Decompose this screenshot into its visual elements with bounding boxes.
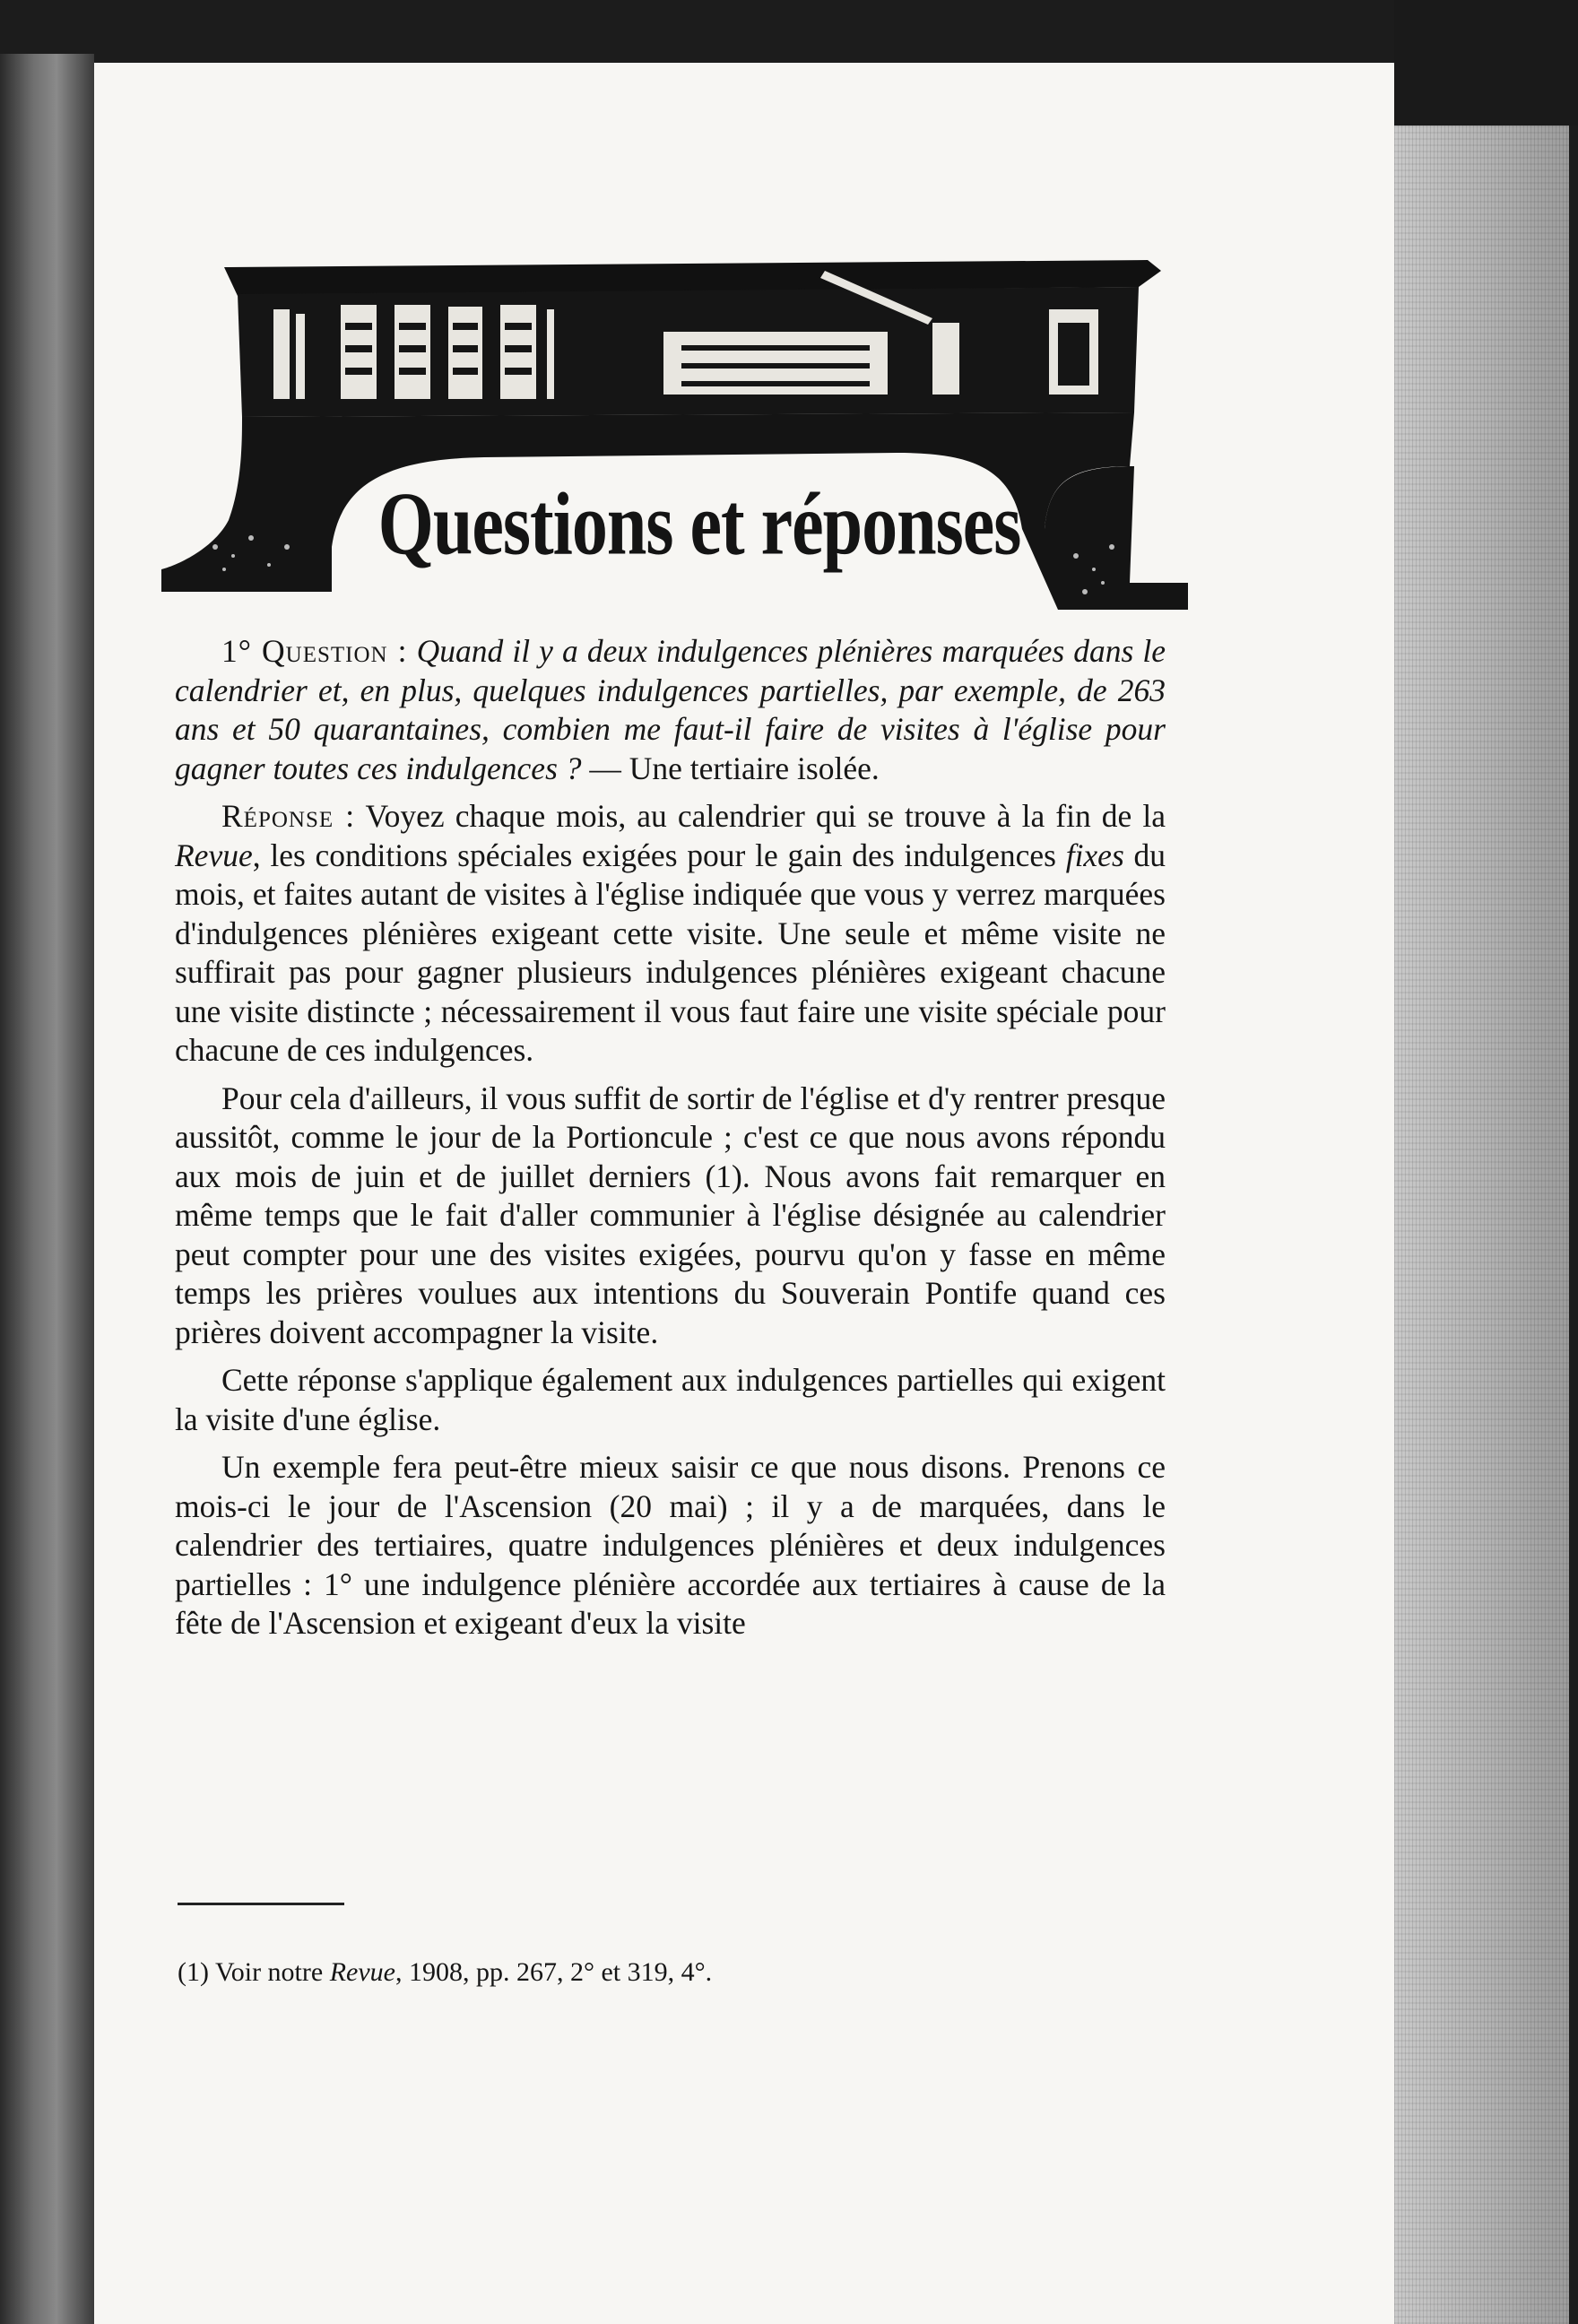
bookshelf-illustration <box>161 260 1237 637</box>
answer-label: Réponse : <box>221 798 356 834</box>
previous-page-edge <box>0 54 94 2324</box>
answer-paragraph-2: Pour cela d'ailleurs, il vous suffit de sortir de l'église et d'y rentrer presque aussitôt, comme le jour de la Portioncule ; c'est ce que nous avons répondu aux mois de juin et de juillet derniers (1). Nous avons fait remarquer en même temps que le fait d'aller communier à l'église désignée au calendrier peut compter pour une des visites exigées, pourvu qu'on y fasse en même temps les prières voulues aux intentions du Souverain Pontife quand ces prières doivent accompagner la visite. <box>175 1080 1166 1350</box>
answer-paragraph-1: Réponse : Voyez chaque mois, au calendrier qui se trouve à la fin de la Revue, les conditions spéciales exigées pour le gain des indulgences fixes du mois, et faites autant de visites à l'église indiquée que vous y verrez marquées d'indulgences plénières exigeant cette visite. Une seule et même visite ne suffirait pas pour gagner plusieurs indulgences plénières exigeant chacune une visite distincte ; nécessairement il vous faut faire une visite spéciale pour chacune de ces indulgences. <box>175 798 1166 1068</box>
revue-italic: Revue <box>175 837 253 873</box>
fixes-italic: fixes <box>1065 837 1124 873</box>
answer-paragraph-4: Un exemple fera peut-être mieux saisir ce que nous disons. Prenons ce mois-ci le jour de l'Ascension (20 mai) ; il y a de marquées, dans le calendrier des tertiaires, quatre indulgences plénières et deux indulgences partielles : 1° une indulgence plénière accordée aux tertiaires à cause de la fête de l'Ascension et exigeant d'eux la visite <box>175 1449 1166 1641</box>
footnote: (1) Voir notre Revue, 1908, pp. 267, 2° et 319, 4°. <box>178 1957 713 1987</box>
page-title: Questions et réponses <box>377 474 1021 574</box>
footnote-divider <box>178 1903 344 1905</box>
footnote-revue-italic: Revue <box>329 1957 395 1987</box>
question-attribution: — Une tertiaire isolée. <box>589 750 880 786</box>
question-text: Quand il y a deux indulgences plénières marquées dans le calendrier et, en plus, quelques indulgences partielles, par exemple, de 263 ans et 50 quarantaines, combien me faut-il faire de visites à l'église pour gagner toutes ces indulgences ? <box>175 633 1166 786</box>
question-label: 1° Question : <box>221 633 408 669</box>
scan-background <box>1394 0 1578 126</box>
question-paragraph <box>175 632 1166 788</box>
header-ornament <box>161 260 1237 637</box>
answer-paragraph-3: Cette réponse s'applique également aux indulgences partielles qui exigent la visite d'une église. <box>175 1362 1166 1437</box>
article-body <box>175 632 1166 1652</box>
book-page-stack-edge <box>1394 126 1569 2324</box>
